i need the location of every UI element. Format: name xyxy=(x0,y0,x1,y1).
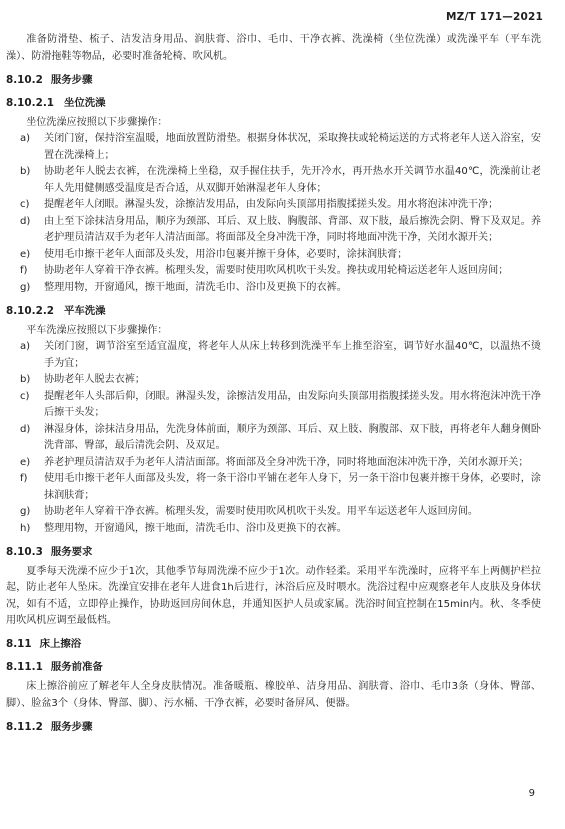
list-item xyxy=(6,455,541,472)
list-item xyxy=(6,280,541,297)
section-title: 服务步骤 xyxy=(50,720,93,733)
list-item xyxy=(6,471,541,504)
section-number: 8.10.2 xyxy=(6,73,43,86)
section-heading xyxy=(6,719,541,736)
list-item xyxy=(6,339,541,372)
step-list xyxy=(6,339,541,537)
list-item xyxy=(6,389,541,422)
section-number: 8.10.2.2 xyxy=(6,304,54,317)
list-marker: d) xyxy=(20,423,31,435)
paragraph: 夏季每天洗澡不应少于1次，其他季节每周洗澡不应少于1次。动作轻柔。采用平车洗澡时，应将平车上两侧护栏拉起，防止老年人坠床。洗澡宜安排在老年人进食1h后进行，沐浴后应及时喂水。洗浴过程中应观察老年人皮肤及身体状况，如有不适，立即停止操作，协助返回房间休息，并通知医护人员或家属。洗浴时间宜控制在15min内。秋、冬季使用吹风机应调至最低档。 xyxy=(6,565,541,626)
section-heading xyxy=(6,303,541,320)
paragraph: 平车洗澡应按照以下步骤操作： xyxy=(26,324,168,336)
section-heading xyxy=(6,72,541,89)
list-item-text: 协助老年人脱去衣裤； xyxy=(44,374,145,385)
list-item xyxy=(6,504,541,521)
list-item-text: 协助老年人穿着干净衣裤。梳理头发，需要时使用吹风机吹干头发。用平车运送老年人返回房间。 xyxy=(44,506,479,517)
section-title: 坐位洗澡 xyxy=(64,96,106,109)
list-marker: c) xyxy=(20,390,30,402)
section-number: 8.10.3 xyxy=(6,545,43,558)
section-heading xyxy=(6,636,541,653)
list-item xyxy=(6,164,541,197)
list-item xyxy=(6,214,541,247)
list-marker: e) xyxy=(20,248,31,260)
list-marker: b) xyxy=(20,374,31,385)
list-item xyxy=(6,521,541,538)
page-number: 9 xyxy=(528,788,535,799)
list-item-text: 协助老年人脱去衣裤，在洗澡椅上坐稳，双手握住扶手，先开冷水，再开热水开关调节水温40℃，洗澡前让老年人先用健侧感受温度是否合适，从双脚开始淋湿老年人身体； xyxy=(44,166,541,194)
list-item-text: 提醒老年人头部后仰，闭眼。淋湿头发，涂擦洁发用品，由发际向头顶部用指腹揉搓头发。用水将泡沫冲洗干净后擦干头发； xyxy=(44,390,541,418)
list-marker: a) xyxy=(20,341,31,352)
list-marker: d) xyxy=(20,215,31,227)
list-item-text: 养老护理员清洁双手为老年人清洁面部。将面部及全身冲洗干净，同时将地面泡沫冲洗干净，关闭水源开关； xyxy=(44,456,529,468)
list-marker: f) xyxy=(20,265,28,276)
step-list xyxy=(6,131,541,296)
list-item xyxy=(6,131,541,164)
list-item xyxy=(6,372,541,389)
list-item-text: 提醒老年人闭眼。淋湿头发，涂擦洁发用品，由发际向头顶部用指腹揉搓头发。用水将泡沫冲洗干净； xyxy=(44,199,499,210)
section-number: 8.11.1 xyxy=(6,661,43,673)
list-marker: f) xyxy=(20,473,28,484)
list-item xyxy=(6,197,541,214)
list-item-text: 由上至下涂抹洁身用品，顺序为颈部、耳后、双上肢、胸腹部、背部、双下肢，最后擦洗会阴、臀下及双足。养老护理员清洁双手为老年人清洁面部。将面部及全身冲洗干净，同时将地面冲洗干净，关闭水源开关； xyxy=(44,215,541,243)
list-item-text: 整理用物，开窗通风，擦干地面，清洗毛巾、浴巾及更换下的衣裤。 xyxy=(44,281,347,293)
section-number: 8.11 xyxy=(6,638,32,650)
list-item-text: 协助老年人穿着干净衣裤。梳理头发，需要时使用吹风机吹干头发。搀扶或用轮椅运送老年人返回房间； xyxy=(44,265,509,276)
section-title: 床上擦浴 xyxy=(39,638,82,650)
list-marker: e) xyxy=(20,456,31,468)
list-marker: b) xyxy=(20,166,31,177)
document-body xyxy=(6,32,541,739)
section-title: 平车洗澡 xyxy=(64,304,106,317)
list-marker: a) xyxy=(20,133,31,144)
list-item-text: 淋湿身体，涂抹洁身用品，先洗身体前面，顺序为颈部、耳后、双上肢、胸腹部、双下肢，再将老年人翻身侧卧洗背部、臀部，最后清洗会阴、及双足。 xyxy=(44,423,541,451)
standard-number: MZ/T 171—2021 xyxy=(446,11,543,23)
list-marker: h) xyxy=(20,522,31,534)
list-item-text: 关闭门窗，调节浴室至适宜温度，将老年人从床上转移到洗澡平车上推至浴室，调节好水温40℃，以温热不烫手为宜； xyxy=(44,341,541,369)
list-marker: g) xyxy=(20,281,31,293)
section-number: 8.11.2 xyxy=(6,720,43,733)
list-item xyxy=(6,422,541,455)
section-heading xyxy=(6,659,541,676)
section-heading xyxy=(6,544,541,561)
list-item-text: 使用毛巾擦干老年人面部及头发，将一条干浴巾平铺在老年人身下，另一条干浴巾包裹并擦干身体，必要时，涂抹润肤膏； xyxy=(44,473,541,501)
list-item-text: 整理用物，开窗通风，擦干地面，清洗毛巾、浴巾及更换下的衣裤。 xyxy=(44,522,347,534)
section-title: 服务要求 xyxy=(50,545,93,558)
list-marker: c) xyxy=(20,199,30,210)
list-item-text: 使用毛巾擦干老年人面部及头发，用浴巾包裹并擦干身体，必要时，涂抹润肤膏； xyxy=(44,248,408,260)
paragraph: 准备防滑垫、梳子、洁发洁身用品、润肤膏、浴巾、毛巾、干净衣裤、洗澡椅（坐位洗澡）或洗澡平车（平车洗澡）、防滑拖鞋等物品，必要时准备轮椅、吹风机。 xyxy=(6,34,541,62)
list-marker: g) xyxy=(20,506,31,517)
section-title: 服务前准备 xyxy=(50,661,103,673)
list-item xyxy=(6,263,541,280)
paragraph: 坐位洗澡应按照以下步骤操作： xyxy=(26,116,168,128)
section-heading xyxy=(6,95,541,112)
list-item-text: 关闭门窗，保持浴室温暖，地面放置防滑垫。根据身体状况，采取搀扶或轮椅运送的方式将老年人送入浴室，安置在洗澡椅上； xyxy=(44,133,541,161)
section-number: 8.10.2.1 xyxy=(6,96,54,109)
paragraph: 床上擦浴前应了解老年人全身皮肤情况。准备暖瓶、橡胶单、洁身用品、润肤膏、浴巾、毛巾3条（身体、臀部、脚）、脸盆3个（身体、臀部、脚）、污水桶、干净衣裤，必要时备屏风、便器。 xyxy=(6,681,541,709)
list-item xyxy=(6,247,541,264)
section-title: 服务步骤 xyxy=(50,73,93,86)
